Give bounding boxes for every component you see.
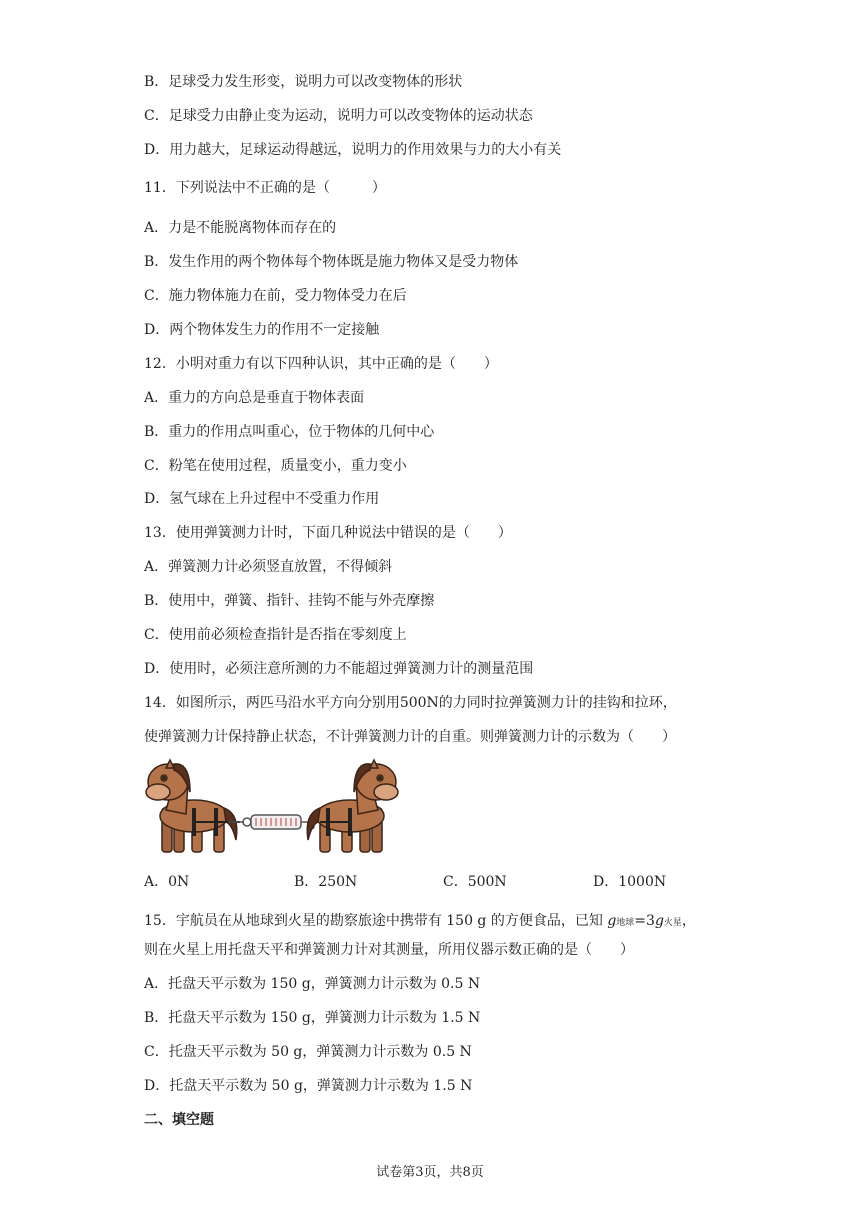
q11-option-d: D．两个物体发生力的作用不一定接触 — [144, 322, 380, 338]
left-horse-icon — [146, 760, 240, 852]
q13-option-b: B．使用中，弹簧、指针、挂钩不能与外壳摩擦 — [144, 593, 435, 609]
q13-option-a: A．弹簧测力计必须竖直放置，不得倾斜 — [144, 559, 393, 575]
q14-option-b: B．250N — [294, 874, 358, 890]
q12-stem: 12．小明对重力有以下四种认识，其中正确的是（ ） — [144, 356, 498, 372]
g-symbol-mars: g — [654, 913, 664, 929]
horses-spring-scale-figure — [144, 752, 400, 860]
q15-option-d: D．托盘天平示数为 50 g，弹簧测力计示数为 1.5 N — [144, 1078, 473, 1094]
q10-option-c: C．足球受力由静止变为运动，说明力可以改变物体的运动状态 — [144, 108, 533, 124]
q11-option-a: A．力是不能脱离物体而存在的 — [144, 220, 337, 236]
q15-stem-line1 — [144, 911, 820, 931]
q14-option-c: C．500N — [443, 874, 507, 890]
q14-stem-line2: 使弹簧测力计保持静止状态，不计弹簧测力计的自重。则弹簧测力计的示数为（ ） — [144, 729, 676, 745]
equals-three: =3 — [634, 913, 655, 929]
q15-stem-text: 15．宇航员在从地球到火星的勘察旅途中携带有 150 g 的方便食品，已知 — [144, 913, 608, 929]
section-heading-fill-in: 二、填空题 — [144, 1112, 214, 1128]
g-subscript-mars: 火星 — [663, 918, 682, 928]
g-symbol-earth: g — [607, 913, 617, 929]
right-horse-icon — [307, 760, 398, 852]
q13-option-d: D．使用时，必须注意所测的力不能超过弹簧测力计的测量范围 — [144, 661, 534, 677]
q12-option-a: A．重力的方向总是垂直于物体表面 — [144, 390, 365, 406]
q11-option-c: C．施力物体施力在前，受力物体受力在后 — [144, 288, 407, 304]
q11-stem: 11．下列说法中不正确的是（ ） — [144, 180, 386, 196]
q13-option-c: C．使用前必须检查指针是否指在零刻度上 — [144, 627, 407, 643]
q12-option-c: C．粉笔在使用过程，质量变小，重力变小 — [144, 458, 407, 474]
q15-option-c: C．托盘天平示数为 50 g，弹簧测力计示数为 0.5 N — [144, 1044, 472, 1060]
q14-option-a: A．0N — [144, 874, 190, 890]
page-footer: 试卷第3页，共8页 — [376, 1165, 484, 1180]
q12-option-b: B．重力的作用点叫重心，位于物体的几何中心 — [144, 424, 435, 440]
q10-option-d: D．用力越大，足球运动得越远，说明力的作用效果与力的大小有关 — [144, 142, 562, 158]
q15-stem-line2: 则在火星上用托盘天平和弹簧测力计对其测量，所用仪器示数正确的是（ ） — [144, 942, 634, 958]
q10-option-b: B．足球受力发生形变，说明力可以改变物体的形状 — [144, 74, 463, 90]
q14-option-d: D．1000N — [593, 874, 667, 890]
q15-option-a: A．托盘天平示数为 150 g，弹簧测力计示数为 0.5 N — [144, 976, 481, 992]
q11-option-b: B．发生作用的两个物体每个物体既是施力物体又是受力物体 — [144, 254, 519, 270]
q12-option-d: D．氢气球在上升过程中不受重力作用 — [144, 491, 380, 507]
g-subscript-earth: 地球 — [616, 918, 635, 928]
q15-stem-comma: ， — [681, 913, 696, 929]
q15-option-b: B．托盘天平示数为 150 g，弹簧测力计示数为 1.5 N — [144, 1010, 481, 1026]
spring-scale-icon — [228, 815, 320, 829]
q14-stem-line1: 14．如图所示，两匹马沿水平方向分别用500N的力同时拉弹簧测力计的挂钩和拉环， — [144, 695, 677, 711]
q13-stem: 13．使用弹簧测力计时，下面几种说法中错误的是（ ） — [144, 525, 512, 541]
